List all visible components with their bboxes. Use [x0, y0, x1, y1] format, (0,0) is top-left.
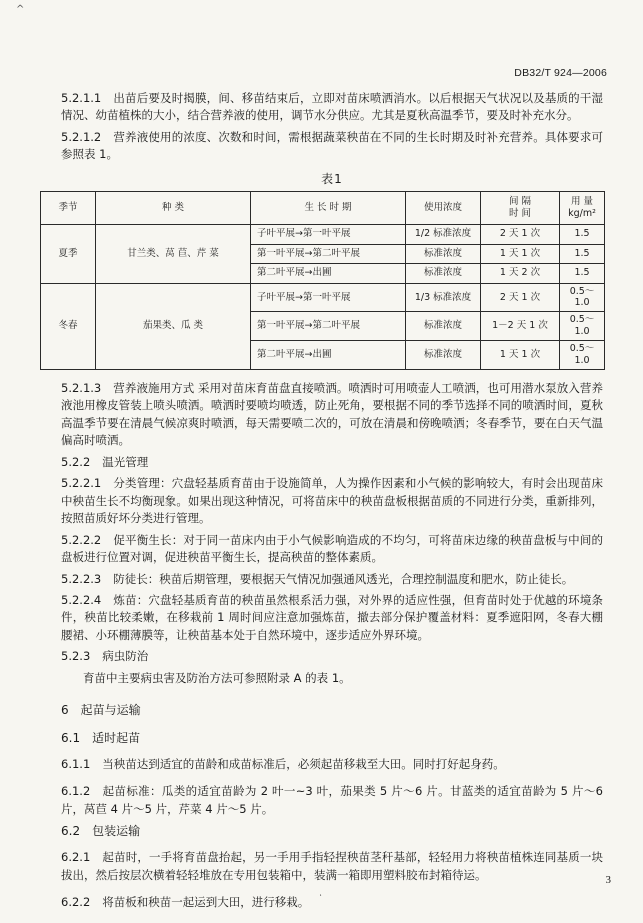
clause-text: 营养液使用的浓度、次数和时间，需根据蔬菜秧苗在不同的生长时期及时补充营养。具体要求可参照表 1。 [61, 129, 603, 162]
table-row [41, 283, 605, 312]
clause-number: 5.2.1.1 [61, 91, 102, 105]
table-caption: 表1 [321, 171, 343, 186]
section-title: 包装运输 [92, 824, 141, 839]
header-season: 季节 [41, 192, 96, 225]
clause-number: 5.2.2.2 [61, 532, 102, 547]
table-header-row [41, 192, 605, 225]
amount-cell: 1.5 [560, 244, 605, 264]
clause-5-2-1-2 [61, 129, 603, 164]
amount-cell: 0.5～1.0 [560, 312, 605, 341]
concentration-cell: 1/3 标准浓度 [406, 283, 481, 312]
interval-cell: 1－2 天 1 次 [481, 312, 560, 341]
table-row [41, 225, 605, 245]
clause-text: 起苗时，一手将育苗盘抬起，另一手用手指轻捏秧苗茎秆基部，轻轻用力将秧苗植株连同基质一块拔出，然后按层次横着轻轻堆放在专用包装箱中，装满一箱即用塑料胶布封箱待运。 [61, 850, 603, 882]
clause-5-2-2 [61, 454, 603, 471]
interval-cell: 1 天 2 次 [481, 264, 560, 284]
kind-cell: 甘兰类、莴 苣、芹 菜 [96, 225, 251, 284]
amount-cell: 1.5 [560, 264, 605, 284]
clause-text: 营养液施用方式 采用对苗床育苗盘直接喷洒。喷洒时可用喷壶人工喷洒，也可用潜水泵放入营养液池用橡皮管装上喷头喷洒。喷洒时要喷均喷透，防止死角，要根据不同的季节选择不同的喷洒时间，夏秋高温季节要在清晨气候凉爽时喷洒，每天需要喷二次的，可放在清晨和傍晚喷洒；冬春季节，要在白天气温偏高时喷洒。 [61, 380, 603, 448]
standard-number: DB32/T 924—2006 [514, 67, 607, 79]
clause-number: 5.2.2.3 [61, 571, 102, 586]
concentration-cell: 标准浓度 [406, 244, 481, 264]
clause-text: 出苗后要及时揭膜，间、移苗结束后，立即对苗床喷洒消水。以后根据天气状况以及基质的干湿情况、幼苗植株的大小，结合营养液的使用，调节水分供应。尤其是夏秋高温季节，要及时补充水分。 [61, 91, 603, 123]
nutrient-table [40, 191, 605, 370]
period-cell: 第一叶平展→第二叶平展 [251, 244, 406, 264]
pest-note: 育苗中主要病虫害及防治方法可参照附录 A 的表 1。 [83, 670, 351, 685]
clause-number: 6.2.1 [61, 850, 91, 865]
clause-number: 6.2.2 [61, 895, 91, 910]
section-number: 6.2 [61, 824, 81, 839]
clause-text: 分类管理：穴盘轻基质育苗由于设施简单，人为操作因素和小气候的影响较大，有时会出现苗床中秧苗生长不均衡现象。如果出现这种情况，可将苗床中的秧苗盘板根据苗质的不同进行分类，重新排列，按照苗质好坏分类进行管理。 [61, 476, 603, 526]
interval-cell: 2 天 1 次 [481, 225, 560, 245]
clause-5-2-3 [61, 648, 603, 665]
clause-number: 5.2.2 [61, 454, 91, 469]
page-number: 3 [605, 874, 611, 886]
scan-artifact: ͺ [318, 886, 323, 897]
period-cell: 第二叶平展→出圃 [251, 264, 406, 284]
clause-number: 6.1.1 [61, 756, 91, 771]
scan-artifact: ^ [16, 4, 25, 15]
clause-number: 5.2.2.4 [61, 593, 102, 608]
interval-cell: 1 天 1 次 [481, 341, 560, 370]
header-period: 生 长 时 期 [251, 192, 406, 225]
season-cell: 夏季 [41, 225, 96, 284]
header-kind: 种 类 [96, 192, 251, 225]
period-cell: 子叶平展→第一叶平展 [251, 225, 406, 245]
clause-title: 病虫防治 [102, 649, 149, 664]
amount-cell: 1.5 [560, 225, 605, 245]
clause-text: 炼苗：穴盘轻基质育苗的秧苗虽然根系活力强，对外界的适应性强，但育苗时处于优越的环境条件，秧苗比较柔嫩，在移栽前 1 周时间应注意加强炼苗，撤去部分保护覆盖材料：夏季遮阳网，冬春大棚腰裙、小环棚薄膜等，让秧苗基本处于自然环境中，逐步适应外界环境。 [61, 593, 603, 642]
clause-number: 5.2.1.2 [61, 129, 102, 144]
clause-6-2-2 [61, 894, 603, 911]
clause-5-2-1-1 [61, 90, 603, 125]
amount-cell: 0.5～1.0 [560, 283, 605, 312]
concentration-cell: 标准浓度 [406, 264, 481, 284]
clause-number: 5.2.2.1 [61, 476, 102, 491]
clause-6-1-1 [61, 756, 603, 773]
concentration-cell: 1/2 标准浓度 [406, 225, 481, 245]
period-cell: 第二叶平展→出圃 [251, 341, 406, 370]
header-amount: 用 量 kg/m² [560, 192, 605, 225]
period-cell: 子叶平展→第一叶平展 [251, 283, 406, 312]
page-content [58, 90, 603, 916]
chapter-title: 起苗与运输 [80, 703, 141, 718]
clause-text: 当秧苗达到适宜的苗龄和成苗标准后，必须起苗移栽至大田。同时打好起身药。 [102, 756, 505, 771]
section-title: 适时起苗 [92, 730, 141, 745]
concentration-cell: 标准浓度 [406, 312, 481, 341]
clause-5-2-1-3 [61, 380, 603, 450]
period-cell: 第一叶平展→第二叶平展 [251, 312, 406, 341]
clause-text: 促平衡生长：对于同一苗床内由于小气候影响造成的不均匀，可将苗床边缘的秧苗盘板与中间的盘板进行位置对调，促进秧苗平衡生长，提高秧苗的整体素质。 [61, 532, 603, 565]
kind-cell: 茄果类、瓜 类 [96, 283, 251, 369]
clause-5-2-2-3 [61, 571, 603, 588]
section-number: 6.1 [61, 730, 81, 745]
clause-text: 防徒长：秧苗后期管理，要根据天气情况加强通风透光，合理控制温度和肥水，防止徒长。 [113, 571, 574, 586]
clause-text: 将苗板和秧苗一起运到大田，进行移栽。 [102, 895, 310, 910]
clause-5-2-2-1 [61, 475, 603, 527]
clause-title: 温光管理 [102, 454, 149, 469]
season-cell: 冬春 [41, 283, 96, 369]
header-concentration: 使用浓度 [406, 192, 481, 225]
clause-number: 6.1.2 [61, 784, 91, 799]
section-6-2-heading [61, 822, 603, 840]
clause-6-1-2 [61, 783, 603, 818]
interval-cell: 2 天 1 次 [481, 283, 560, 312]
clause-text: 起苗标准：瓜类的适宜苗龄为 2 叶一~3 叶，茄果类 5 片～6 片。甘蓝类的适宜苗龄为 5 片～6 片，莴苣 4 片～5 片，芹菜 4 片～5 片。 [61, 784, 603, 816]
amount-cell: 0.5～1.0 [560, 341, 605, 370]
header-interval: 间 隔 时 间 [481, 192, 560, 225]
clause-5-2-2-4 [61, 592, 603, 644]
interval-cell: 1 天 1 次 [481, 244, 560, 264]
section-6-1-heading [61, 729, 603, 747]
clause-5-2-2-2 [61, 532, 603, 567]
clause-number: 5.2.1.3 [61, 380, 102, 395]
chapter-6-heading [61, 701, 603, 719]
clause-6-2-1 [61, 849, 603, 884]
chapter-number: 6 [61, 703, 69, 718]
clause-number: 5.2.3 [61, 649, 91, 664]
concentration-cell: 标准浓度 [406, 341, 481, 370]
